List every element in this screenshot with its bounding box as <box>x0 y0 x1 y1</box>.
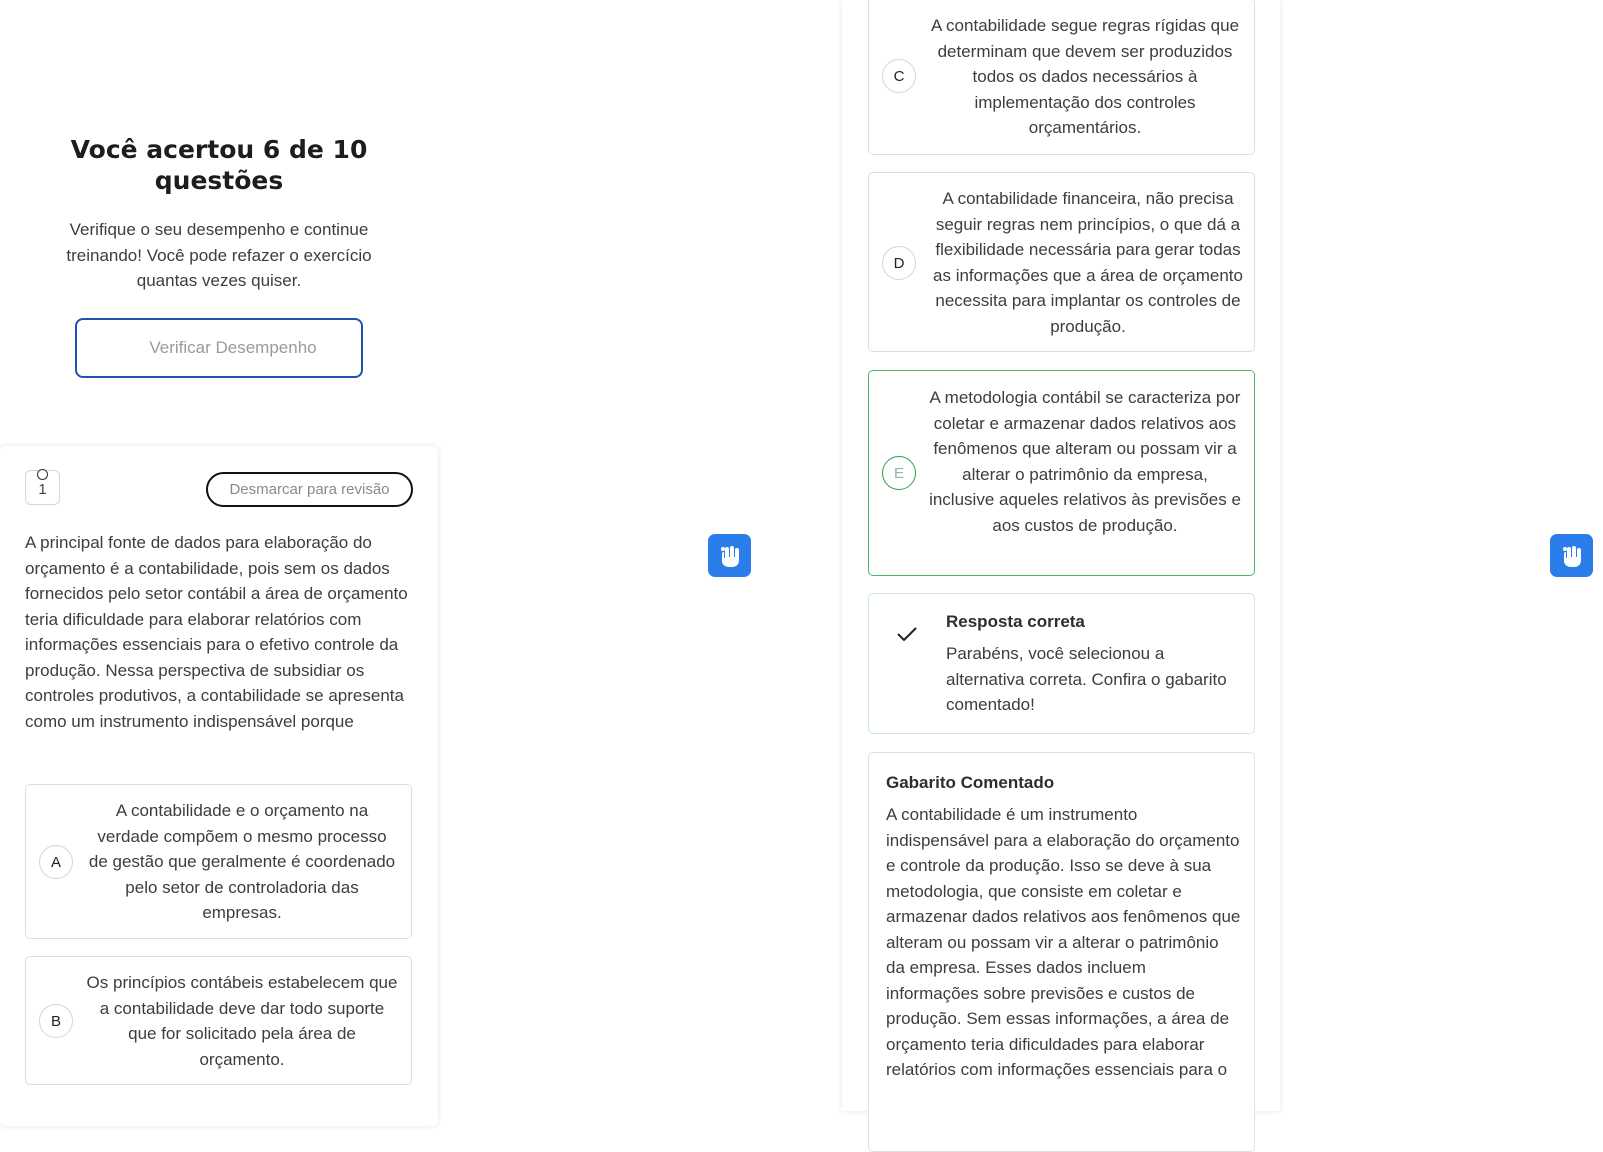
result-subtitle: Verifique o seu desempenho e continue treinando! Você pode refazer o exercício quantas vezes quiser. <box>66 220 372 290</box>
gabarito-text: A contabilidade é um instrumento indispensável para a elaboração do orçamento e controle da produção. Isso se deve à sua metodologia, que consiste em coletar e armazenar dados relativos aos fenômenos que alteram ou possam vir a alterar o patrimônio da empresa. Esses dados incluem informações sobre previsões e custos de produção. Sem essas informações, a área de orçamento teria dificuldades para elaborar relatórios com informações essenciais para o <box>886 805 1241 1079</box>
question-number-badge[interactable] <box>25 470 60 505</box>
question-number: 1 <box>38 481 47 498</box>
option-c[interactable] <box>868 0 1255 155</box>
option-letter: A <box>39 845 73 879</box>
circle-icon <box>37 469 48 480</box>
check-icon <box>895 622 919 646</box>
option-e-selected[interactable] <box>868 370 1255 576</box>
commented-answer-box <box>868 752 1255 1152</box>
option-letter: E <box>882 456 916 490</box>
question-card <box>0 446 438 1126</box>
option-letter: D <box>882 246 916 280</box>
gabarito-title: Gabarito Comentado <box>886 773 1055 792</box>
option-letter: B <box>39 1004 73 1038</box>
result-title: Você acertou 6 de 10 questões <box>70 135 368 195</box>
feedback-message: Parabéns, você selecionou a alternativa correta. Confira o gabarito comentado! <box>946 644 1227 714</box>
option-text: A metodologia contábil se caracteriza por coletar e armazenar dados relativos aos fenômenos que alteram ou possam vir a alterar o patrimônio da empresa, inclusive aqueles relativos às previsões e aos custos de produção. <box>929 388 1241 535</box>
sign-language-icon <box>716 542 744 570</box>
option-a[interactable] <box>25 784 412 939</box>
verify-performance-button[interactable]: Verificar Desempenho <box>75 318 363 378</box>
correct-answer-feedback <box>868 593 1255 734</box>
unmark-review-button[interactable]: Desmarcar para revisão <box>206 472 413 507</box>
option-b[interactable] <box>25 956 412 1085</box>
option-text: A contabilidade segue regras rígidas que determinam que devem ser produzidos todos os dados necessários à implementação dos controles orçamentários. <box>930 16 1240 137</box>
sign-language-icon <box>1558 542 1586 570</box>
accessibility-button[interactable] <box>708 534 751 577</box>
right-panel <box>842 0 1280 1111</box>
option-text: Os princípios contábeis estabelecem que a contabilidade deve dar todo suporte que for solicitado pela área de orçamento. <box>86 973 398 1069</box>
question-text: A principal fonte de dados para elaboração do orçamento é a contabilidade, pois sem os dados fornecidos pelo setor contábil a área de orçamento teria dificuldade para elaborar relatórios com informações essenciais para o efetivo controle da produção. Nessa perspectiva de subsidiar os controles produtivos, a contabilidade se apresenta como um instrumento indispensável porque <box>25 533 408 731</box>
feedback-title: Resposta correta <box>946 612 1085 631</box>
option-d[interactable] <box>868 172 1255 352</box>
accessibility-button-side[interactable] <box>1550 534 1593 577</box>
option-letter: C <box>882 59 916 93</box>
left-panel <box>0 0 438 1111</box>
option-text: A contabilidade e o orçamento na verdade compõem o mesmo processo de gestão que geralmente é coordenado pelo setor de controladoria das empresas. <box>88 801 396 922</box>
option-text: A contabilidade financeira, não precisa seguir regras nem princípios, o que dá a flexibilidade necessária para gerar todas as informações que a área de orçamento necessita para implantar os controles de produção. <box>933 189 1243 336</box>
